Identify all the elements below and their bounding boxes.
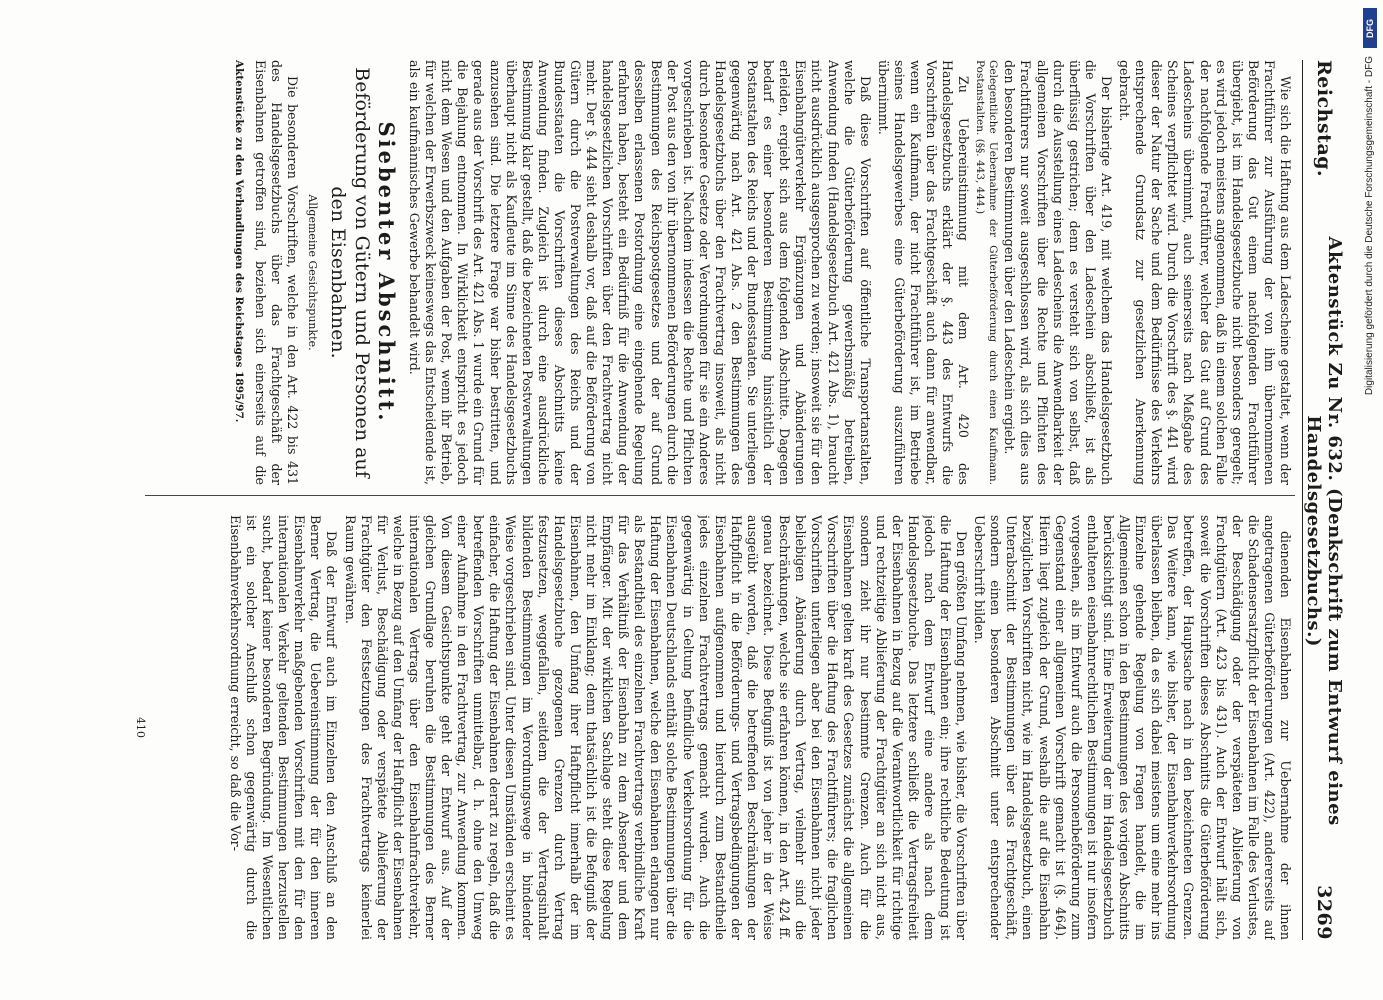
left-paragraph: Wie sich die Haftung aus dem Ladescheine gestaltet, wenn der Frachtführer zur Ausführung der von ihm übernommenen Beförderung das Gut einem nachfolgenden Frachtführer übergiebt, ist im Handelsgesetzbuche nicht besonders geregelt; es wird jedoch meistens angenommen, daß in einem solchen Falle der nachfolgende Frachtführer, welcher das Gut auf Grund des Ladescheins übernimmt, auch seinerseits nach Maßgabe des Scheines verpflichtet wird. Durch die Vorschrift des §. 441 wird dieser der Natur der Sache und dem Bedürfnisse des Verkehrs entsprechende Grundsatz zur gesetzlichen Anerkennung gebracht.	[1117, 60, 1293, 485]
right-paragraph: dienenden Eisenbahnen zur Uebernahme der ihnen angetragenen Güterbeförderungen (Art. 422), andererseits auf die Schadensersatzpflicht der Eisenbahnen im Falle des Verlustes, der Beschädigung oder der verspäteten Ablieferung von Frachtgütern (Art. 423 bis 431). Auch der Entwurf hält sich, soweit die Vorschriften dieses Abschnitts die Güterbeförderung betreffen, der Hauptsache nach in den bezeichneten Grenzen. Das Weitere kann, wie bisher, der Eisenbahnverkehrsordnung überlassen bleiben, da es sich dabei meistens um eine mehr ins Einzelne gehende Regelung von Fragen handelt, die im Allgemeinen schon in den Bestimmungen des vorigen Abschnitts berücksichtigt sind. Eine Erweiterung der im Handelsgesetzbuch enthaltenen eisenbahnrechtlichen Bestimmungen ist nur insofern vorgesehen, als im Entwurf auch die Personenbeförderung zum Gegenstand einer allgemeinen Vorschrift gemacht ist (§. 464). Hierin liegt zugleich der Grund, weshalb die auf die Eisenbahn bezüglichen Vorschriften nicht, wie im Handelsgesetzbuch, einen Unterabschnitt der Bestimmungen über das Frachtgeschäft, sondern einen besonderen Abschnitt unter entsprechender Ueberschrift bilden.	[972, 515, 1293, 940]
dfg-logo-text: DFG	[1364, 18, 1375, 38]
footer-note: Aktenstücke zu den Verhandlungen des Reichstages 1895/97.	[233, 60, 245, 423]
header-title: Aktenstück Zu Nr. 632. (Denkschrift zum Entwurf eines Handelsgesetzbuchs.)	[1303, 236, 1345, 826]
right-paragraph: Den größten Umfang nehmen, wie bisher, die Vorschriften über die Haftung der Eisenbahnen ein; ihre rechtliche Bedeutung ist jedoch nach dem Entwurf eine andere als nach dem Handelsgesetzbuche. Das letztere schließt die Vertragsfreiheit der Eisenbahnen in Bezug auf die Verantwortlichkeit für richtige und rechtzeitige Ablieferung der Frachtgüter an sich nicht aus, sondern zieht ihr nur bestimmte Grenzen. Auch für die Eisenbahnen gelten kraft des Gesetzes zunächst die allgemeinen Vorschriften über die Haftung des Frachtführers; die fraglichen Vorschriften unterliegen aber bei den Eisenbahnen nicht jeder beliebigen Abänderung durch Vertrag, vielmehr sind die Beschränkungen, welche sie erfahren können, in den Art. 424 ff. genau bezeichnet. Diese Befugniß ist von jeher in der Weise ausgeübt worden, daß die betreffenden Beschränkungen der Haftpflicht in die Beförderungs- und Vertragsbedingungen der Eisenbahnen aufgenommen und hierdurch zum Bestandtheile jedes einzelnen Frachtvertrags gemacht wurden. Auch die gegenwärtig in Geltung befindliche Verkehrsordnung für die Eisenbahnen Deutschlands enthält solche Bestimmungen über die Haftung der Eisenbahnen, welche den Eisenbahnen erlangen nur als Bestandtheil des einzelnen Frachtvertrags verbindliche Kraft für das Verhältniß der Eisenbahn zu dem Absender und dem Empfänger. Mit der wirklichen Sachlage steht diese Regelung nicht mehr im Einklang; denn thatsächlich ist die Befugniß der Eisenbahnen, den Umfang ihrer Haftpflicht innerhalb der im Handelsgesetzbuche gezogenen Grenzen durch Vertrag festzusetzen, weggefallen, seitdem die der Vertragsinhalt bildenden Bestimmungen im Verordnungswege in bindender Weise vorgeschrieben sind. Unter diesen Umständen erscheint es einfacher, die Haftung der Eisenbahnen derart zu regeln, daß die betreffenden Vorschriften unmittelbar, d. h. ohne den Umweg einer Aufnahme in den Frachtvertrag, zur Anwendung kommen. Von diesem Gesichtspunkte geht der Entwurf aus. Auf der gleichen Grundlage beruhen die Bestimmungen des Berner internationalen Vertrags über den Eisenbahnfrachtverkehr, welche in Bezug auf den Umfang der Haftpflicht der Eisenbahnen für Verlust, Beschädigung oder verspätete Ablieferung der Frachtgüter den Festsetzungen des Frachtvertrags keinerlei Raum gewähren.	[342, 515, 970, 940]
left-paragraph: Daß diese Vorschriften auf öffentliche Transportanstalten, welche die Güterbeförderung gewerbsmäßig betreiben, Anwendung finden (Handelsgesetzbuch Art. 421 Abs. 1), braucht nicht ausdrücklich ausgesprochen zu werden; insoweit sie für den Eisenbahngüterverkehr Ergänzungen und Abänderungen erleiden, ergiebt sich aus dem folgenden Abschnitte. Dagegen bedarf es einer besonderen Bestimmung hinsichtlich der Postanstalten des Reichs und der Bundesstaaten. Sie unterliegen gegenwärtig nach Art. 421 Abs. 2 den Bestimmungen des Handelsgesetzbuchs über den Frachtvertrag insoweit, als nicht durch besondere Gesetze oder Verordnungen für sie ein Anderes vorgeschrieben ist. Nachdem indessen die Rechte und Pflichten der Post aus den von ihr übernommenen Beförderungen durch die Bestimmungen des Reichspostgesetzes und der auf Grund desselben erlassenen Postordnung eine eingehende Regelung erfahren haben, besteht ein Bedürfniß für die Anwendung der handelsgesetzlichen Vorschriften über den Frachtvertrag nicht mehr. Der §. 444 sieht deshalb vor, daß auf die Beförderung von Gütern durch die Postverwaltungen des Reichs und der Bundesstaaten die Vorschriften dieses Abschnitts keine Anwendung finden. Zugleich ist durch eine ausdrückliche Bestimmung klar gestellt, daß die bezeichneten Postverwaltungen überhaupt nicht als Kaufleute im Sinne des Handelsgesetzbuchs anzusehen sind. Die letztere Frage war bisher bestritten, und gerade aus der Vorschrift des Art. 421 Abs. 1 wurde ein Grund für die Bejahung entnommen. In Wirklichkeit entspricht es jedoch nicht dem Wesen und den Aufgaben der Post, wenn ihr Betrieb, für welchen der Erwerbszweck keineswegs das Entscheidende ist, als ein kaufmännisches Gewerbe behandelt wird.	[407, 60, 873, 485]
header-left: Reichstag.	[1313, 60, 1335, 178]
page-footer-number: 410	[134, 717, 147, 738]
section-title: Beförderung von Gütern und Personen auf den Eisenbahnen.	[326, 67, 373, 478]
sidenote: Gelegentliche Uebernahme der Güterbeförderung durch einen Kaufmann. Postanstalten. (§§. 443, 444.)	[974, 60, 1000, 485]
digitization-credit: Digitalisierung gefördert durch die Deutsche Forschungsgemeinschaft - DFG	[1364, 56, 1375, 396]
dfg-logo	[1363, 8, 1377, 48]
side-strip	[1356, 0, 1383, 1000]
header-page-number: 3269	[1313, 885, 1335, 940]
section-subhead: Allgemeine Gesichtspunkte.	[305, 194, 319, 351]
header-rule	[1302, 60, 1303, 940]
page-header	[1305, 60, 1343, 940]
left-column	[253, 60, 1293, 485]
right-paragraph: Daß der Entwurf auch im Einzelnen den Anschluß an den Berner Vertrag, die Uebereinstimmung der für den inneren Eisenbahnverkehr maßgebenden Vorschriften mit den für den internationalen Verkehr geltenden Bestimmungen herzustellen sucht, bedarf keiner besonderen Begründung. Im Wesentlichen ist ein solcher Anschluß schon gegenwärtig durch die Eisenbahnverkehrsordnung erreicht, so daß die Vor-	[227, 515, 340, 940]
column-divider	[145, 495, 1295, 496]
left-paragraph: Die besonderen Vorschriften, welche in den Art. 422 bis 431 des Handelsgesetzbuchs über das Frachtgeschäft der Eisenbahnen getroffen sind, beziehen sich einerseits auf die	[253, 60, 300, 485]
right-column	[163, 515, 1293, 940]
section-heading: Siebenter Abschnitt.	[374, 121, 400, 424]
left-paragraph: Zu Uebereinstimmung mit dem Art. 420 des Handelsgesetzbuchs erklärt der §. 443 des Entwurfs die Vorschriften über das Frachtgeschäft auch dann für anwendbar, wenn ein Kaufmann, der nicht Frachtführer ist, im Betriebe seines Handelsgewerbes eine Güterbeförderung auszuführen übernimmt.	[875, 60, 972, 485]
left-paragraph: Der bisherige Art. 419, mit welchem das Handelsgesetzbuch die Vorschriften über den Ladeschein abschließt, ist als überflüssig gestrichen; denn es versteht sich von selbst, daß durch die Ausstellung eines Ladescheins die Anwendbarkeit der allgemeinen Vorschriften über die Rechte und Pflichten des Frachtführers nur soweit ausgeschlossen wird, als sich dies aus den besonderen Bestimmungen über den Ladeschein ergiebt.	[1002, 60, 1114, 485]
